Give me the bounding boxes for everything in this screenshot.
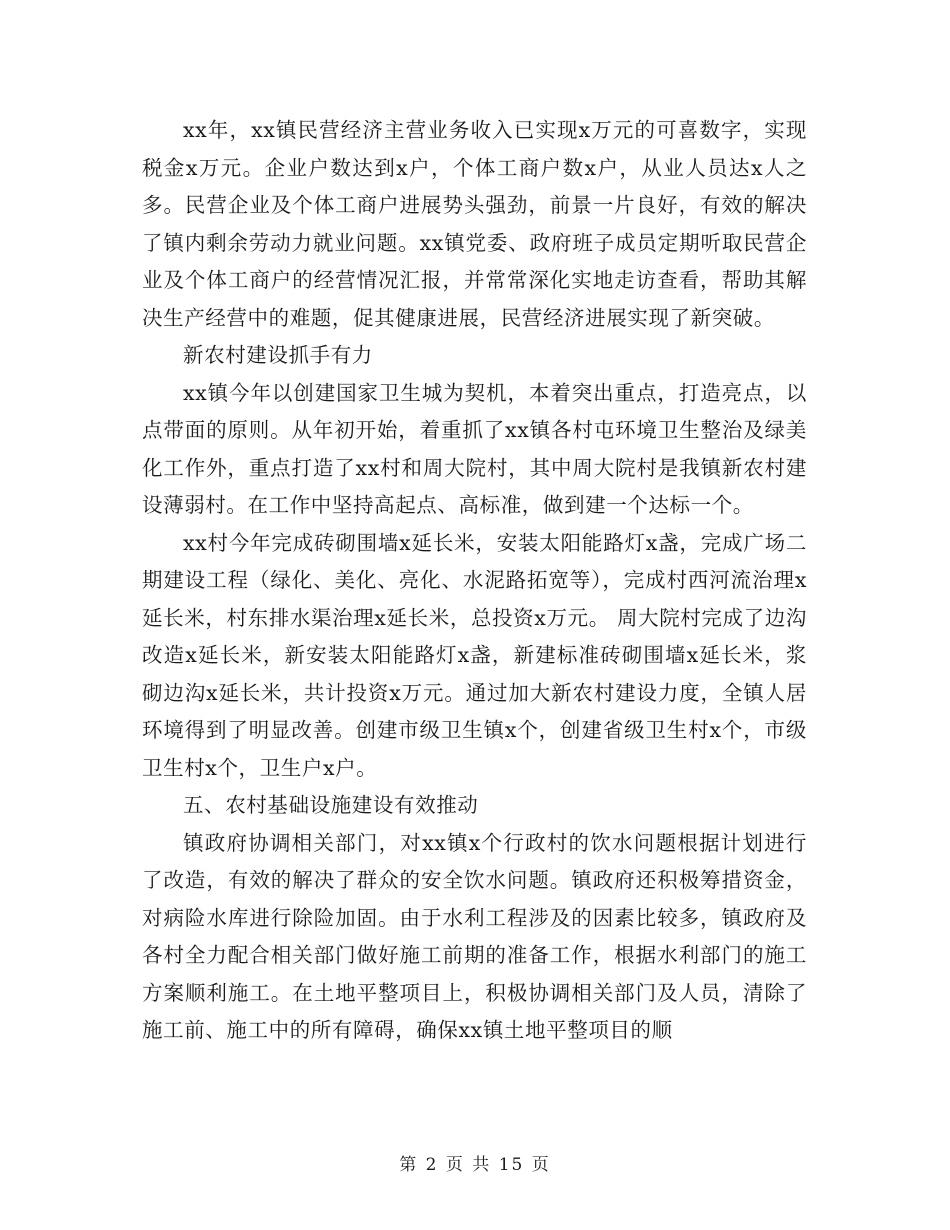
page-number-footer: 第 2 页 共 15 页 <box>399 1155 551 1175</box>
paragraph-private-economy: xx年，xx镇民营经济主营业务收入已实现x万元的可喜数字，实现税金x万元。企业户数达到x户，个体工商户数x户，从业人员达x人之多。民营企业及个体工商户进展势头强劲，前景一片良好，有效的解决了镇内剩余劳动力就业问题。xx镇党委、政府班子成员定期听取民营企业及个体工商户的经营情况汇报，并常常深化实地走访查看，帮助其解决生产经营中的难题，促其健康进展，民营经济进展实现了新突破。 <box>142 118 807 330</box>
paragraph-village-projects: xx村今年完成砖砌围墙x延长米，安装太阳能路灯x盏，完成广场二期建设工程（绿化、美化、亮化、水泥路拓宽等），完成村西河流治理x延长米，村东排水渠治理x延长米，总投资x万元。 周大院村完成了边沟改造x延长米，新安装太阳能路灯x盏，新建标准砖砌围墙x延长米，浆砌边沟x延长米，共计投资x万元。通过加大新农村建设力度，全镇人居环境得到了明显改善。创建市级卫生镇x个，创建省级卫生村x个，市级卫生村x个，卫生户x户。 <box>142 530 807 780</box>
paragraph-sanitation-city: xx镇今年以创建国家卫生城为契机，本着突出重点，打造亮点，以点带面的原则。从年初开始，着重抓了xx镇各村屯环境卫生整治及绿美化工作外，重点打造了xx村和周大院村，其中周大院村是我镇新农村建设薄弱村。在工作中坚持高起点、高标准，做到建一个达标一个。 <box>142 380 807 517</box>
section-heading-new-countryside: 新农村建设抓手有力 <box>183 343 373 367</box>
document-body <box>142 112 807 1050</box>
paragraph-water-projects: 镇政府协调相关部门，对xx镇x个行政村的饮水问题根据计划进行了改造，有效的解决了群众的安全饮水问题。镇政府还积极筹措资金，对病险水库进行除险加固。由于水利工程涉及的因素比较多，镇政府及各村全力配合相关部门做好施工前期的准备工作，根据水利部门的施工方案顺利施工。在土地平整项目上，积极协调相关部门及人员，清除了施工前、施工中的所有障碍，确保xx镇土地平整项目的顺 <box>142 830 807 1042</box>
section-heading-infrastructure: 五、农村基础设施建设有效推动 <box>183 793 479 817</box>
